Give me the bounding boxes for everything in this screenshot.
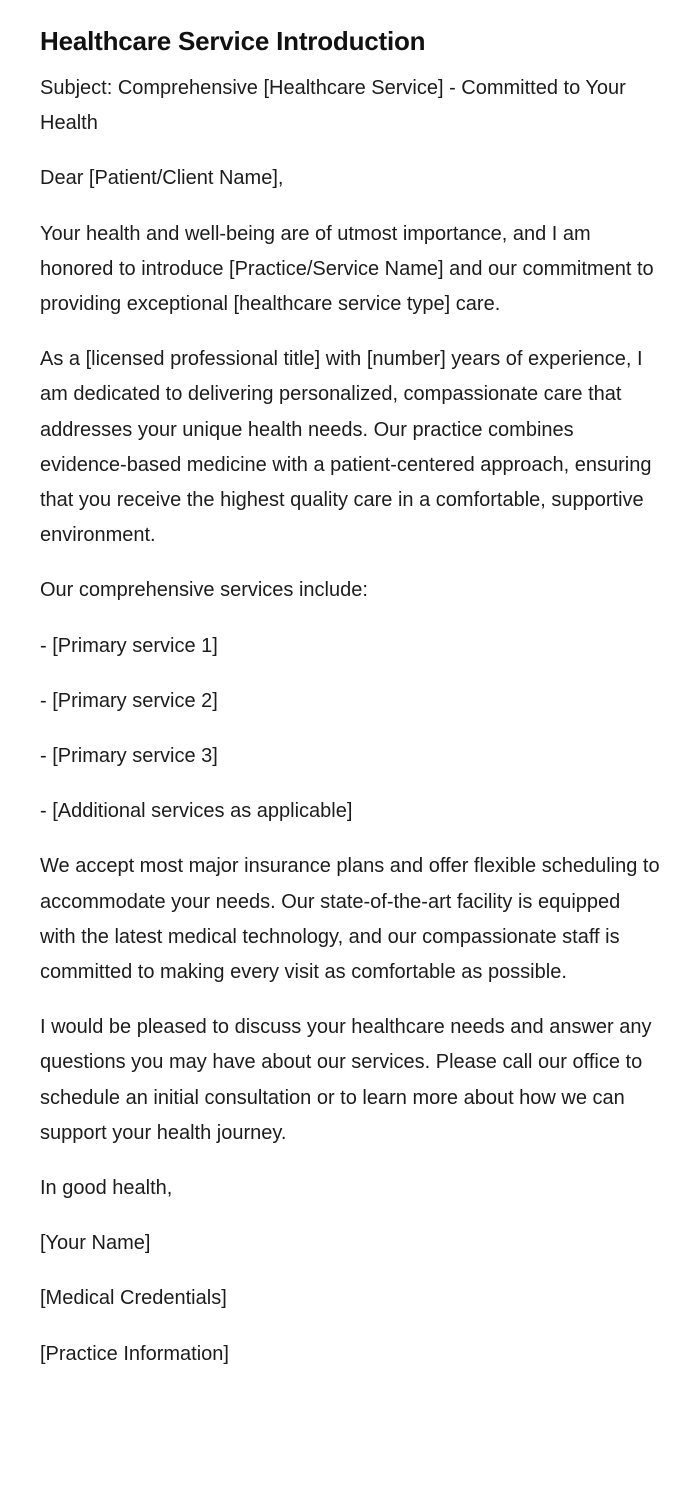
signature-credentials: [Medical Credentials] [40,1287,227,1310]
services-intro: Our comprehensive services include: [40,579,368,602]
sign-off: In good health, [40,1177,173,1200]
experience-paragraph: As a [licensed professional title] with [number] years of experience, I am dedicated to delivering personalized, compassionate care that addresses your unique health needs. Our practice combines evidence-based medicine with a patient-centered approach, ensuring that you receive the highest quality care in a comfortable, supportive environment. [40,348,652,547]
signature-name: [Your Name] [40,1232,151,1255]
insurance-paragraph: We accept most major insurance plans and offer flexible scheduling to accommodate your needs. Our state-of-the-art facility is equipped with the latest medical technology, and our compassionate staff is committed to making every visit as comfortable as possible. [40,855,660,984]
subject-line: Subject: Comprehensive [Healthcare Service] - Committed to Your Health [40,77,626,135]
salutation: Dear [Patient/Client Name], [40,167,284,190]
intro-paragraph: Your health and well-being are of utmost importance, and I am honored to introduce [Practice/Service Name] and our commitment to providing exceptional [healthcare service type] care. [40,222,654,316]
signature-practice-info: [Practice Information] [40,1342,229,1365]
service-item: - [Primary service 2] [40,689,218,712]
service-item: - [Primary service 1] [40,634,218,657]
closing-paragraph: I would be pleased to discuss your healthcare needs and answer any questions you may have about our services. Please call our office to schedule an initial consultation or to learn more about how we can support your health journey. [40,1016,652,1144]
service-item: - [Additional services as applicable] [40,800,353,823]
service-item: - [Primary service 3] [40,745,218,768]
document-title: Healthcare Service Introduction [40,26,426,56]
